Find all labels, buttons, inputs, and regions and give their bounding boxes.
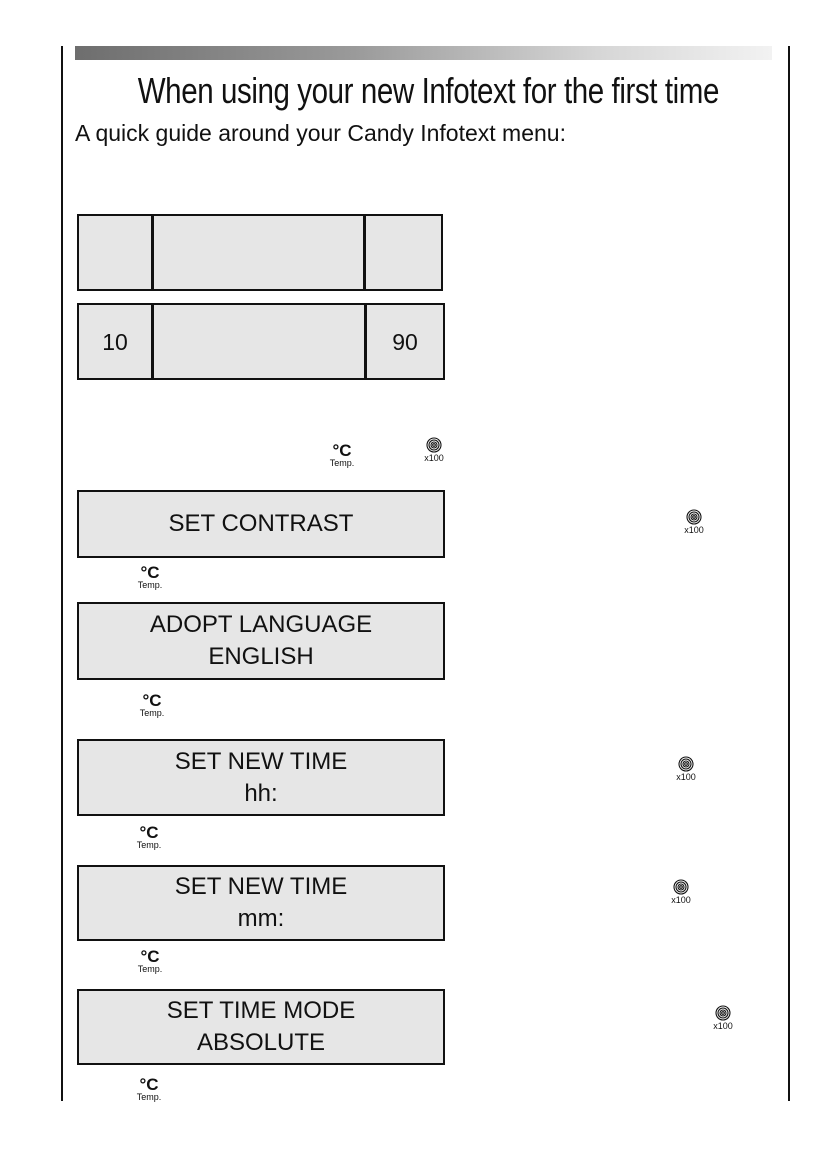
header-gradient-bar <box>75 46 772 60</box>
page-subtitle: A quick guide around your Candy Infotext menu: <box>75 120 566 146</box>
temp-label: Temp. <box>329 458 355 468</box>
temp-icon <box>128 949 172 975</box>
display-left-value: 10 <box>102 329 128 355</box>
spin-label: x100 <box>671 895 691 905</box>
display-divider <box>151 216 154 289</box>
display-divider <box>151 305 154 378</box>
temp-symbol: °C <box>139 823 159 842</box>
left-margin-rule <box>61 46 63 1101</box>
screen-line: SET NEW TIME <box>174 747 348 775</box>
spin-speed-icon <box>414 437 454 467</box>
spin-label: x100 <box>424 453 444 463</box>
screen-line: SET TIME MODE <box>166 997 356 1024</box>
temp-symbol: °C <box>332 441 352 460</box>
screen-line: SET CONTRAST <box>168 510 354 537</box>
page-title: When using your new Infotext for the first time <box>137 70 719 111</box>
temp-icon <box>127 1077 171 1103</box>
display-divider <box>363 216 366 289</box>
spin-label: x100 <box>684 525 704 535</box>
display-panel-values <box>77 303 445 380</box>
temp-symbol: °C <box>140 947 160 966</box>
temp-icon <box>130 693 174 719</box>
screen-set-time-mode <box>77 989 445 1065</box>
temp-symbol: °C <box>140 563 160 582</box>
display-right-value: 90 <box>392 329 418 355</box>
screen-line: ENGLISH <box>208 643 314 670</box>
temp-icon <box>128 565 172 591</box>
spin-speed-icon <box>703 1005 743 1035</box>
spin-speed-icon <box>666 756 706 786</box>
spin-label: x100 <box>713 1021 733 1031</box>
temp-label: Temp. <box>139 708 165 718</box>
screen-line: hh: <box>244 779 278 807</box>
screen-line: mm: <box>237 905 285 932</box>
spin-speed-icon <box>661 879 701 909</box>
temp-symbol: °C <box>139 1075 159 1094</box>
screen-set-new-time-minutes <box>77 865 445 941</box>
temp-label: Temp. <box>137 964 163 974</box>
spin-label: x100 <box>676 772 696 782</box>
screen-set-new-time-hours <box>77 739 445 816</box>
screen-line: SET NEW TIME <box>174 873 348 900</box>
screen-line: ABSOLUTE <box>196 1029 326 1056</box>
screen-set-contrast <box>77 490 445 558</box>
temp-label: Temp. <box>137 580 163 590</box>
screen-adopt-language <box>77 602 445 680</box>
temp-symbol: °C <box>142 691 162 710</box>
temp-icon <box>127 825 171 851</box>
right-margin-rule <box>788 46 790 1101</box>
display-panel-blank <box>77 214 443 291</box>
temp-icon <box>320 443 364 469</box>
temp-label: Temp. <box>136 1092 162 1102</box>
screen-line: ADOPT LANGUAGE <box>149 611 373 638</box>
spin-speed-icon <box>674 509 714 539</box>
temp-label: Temp. <box>136 840 162 850</box>
